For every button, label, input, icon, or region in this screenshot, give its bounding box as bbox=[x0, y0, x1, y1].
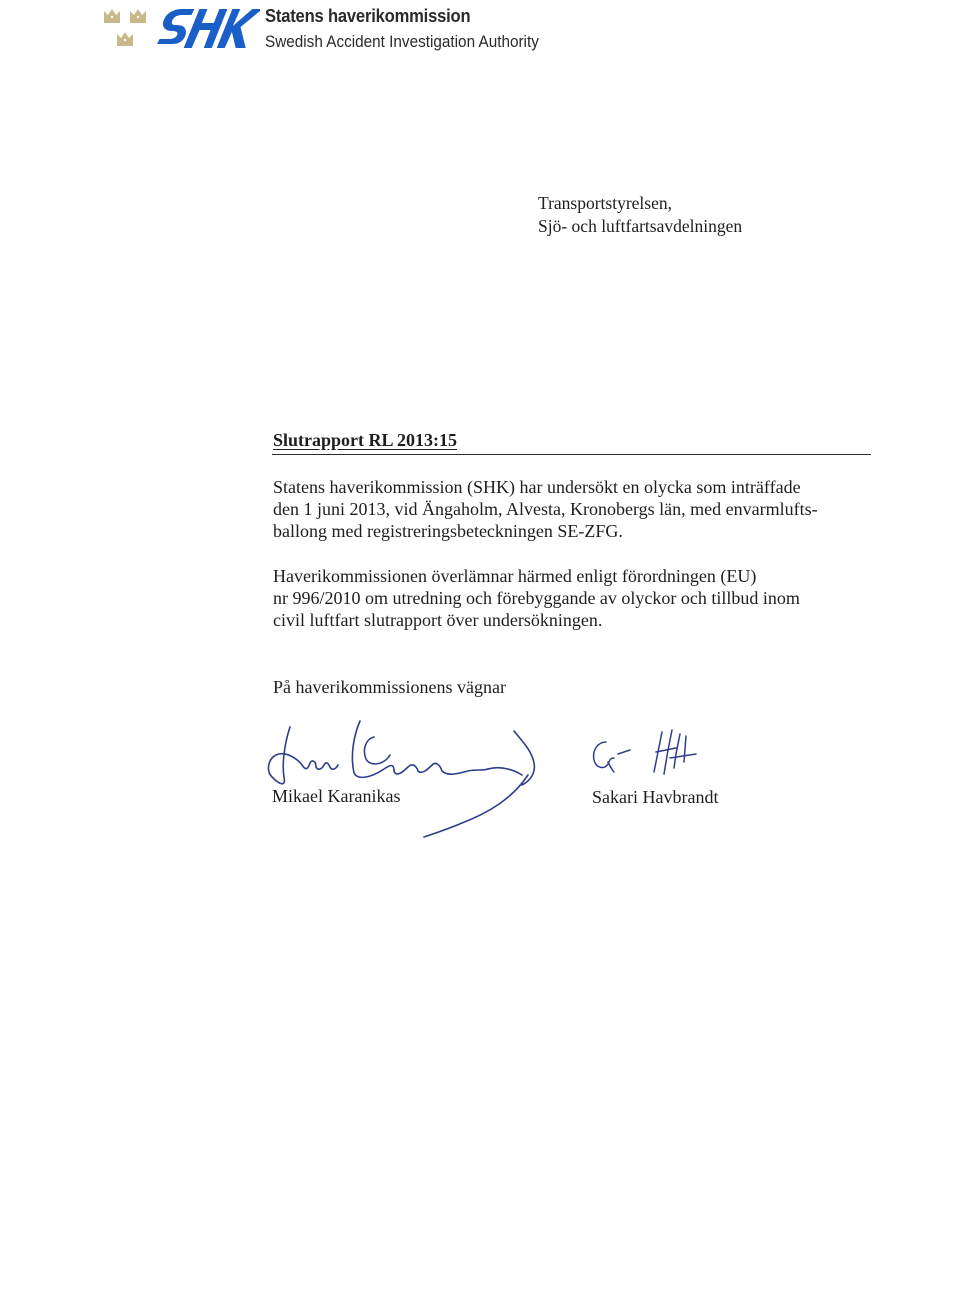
paragraph-line: ballong med registreringsbeteckningen SE-ZFG. bbox=[273, 521, 623, 541]
signature-karanikas bbox=[262, 715, 552, 840]
signature-havbrandt bbox=[588, 728, 718, 778]
shk-logo-icon bbox=[150, 4, 260, 52]
organization-name-english: Swedish Accident Investigation Authority bbox=[265, 32, 539, 51]
paragraph-line: den 1 juni 2013, vid Ängaholm, Alvesta, Kronobergs län, med envarmlufts- bbox=[273, 499, 818, 519]
three-crowns-icon bbox=[102, 6, 152, 50]
paragraph-line: Statens haverikommission (SHK) har undersökt en olycka som inträffade bbox=[273, 477, 801, 497]
title-divider bbox=[272, 454, 871, 455]
signatory-name: Mikael Karanikas bbox=[272, 786, 401, 806]
report-paragraph bbox=[273, 476, 873, 542]
recipient-address bbox=[538, 192, 742, 238]
recipient-line: Sjö- och luftfartsavdelningen bbox=[538, 216, 743, 236]
paragraph-line: civil luftfart slutrapport över undersökningen. bbox=[273, 610, 603, 630]
paragraph-line: nr 996/2010 om utredning och förebyggande av olyckor och tillbud inom bbox=[273, 588, 800, 608]
closing-line: På haverikommissionens vägnar bbox=[273, 677, 506, 697]
signatory-name: Sakari Havbrandt bbox=[592, 787, 719, 807]
organization-name: Statens haverikommission bbox=[265, 6, 471, 26]
report-title: Slutrapport RL 2013:15 bbox=[273, 430, 458, 450]
report-paragraph bbox=[273, 565, 873, 631]
paragraph-line: Haverikommissionen överlämnar härmed enligt förordningen (EU) bbox=[273, 566, 757, 586]
recipient-line: Transportstyrelsen, bbox=[538, 193, 673, 213]
